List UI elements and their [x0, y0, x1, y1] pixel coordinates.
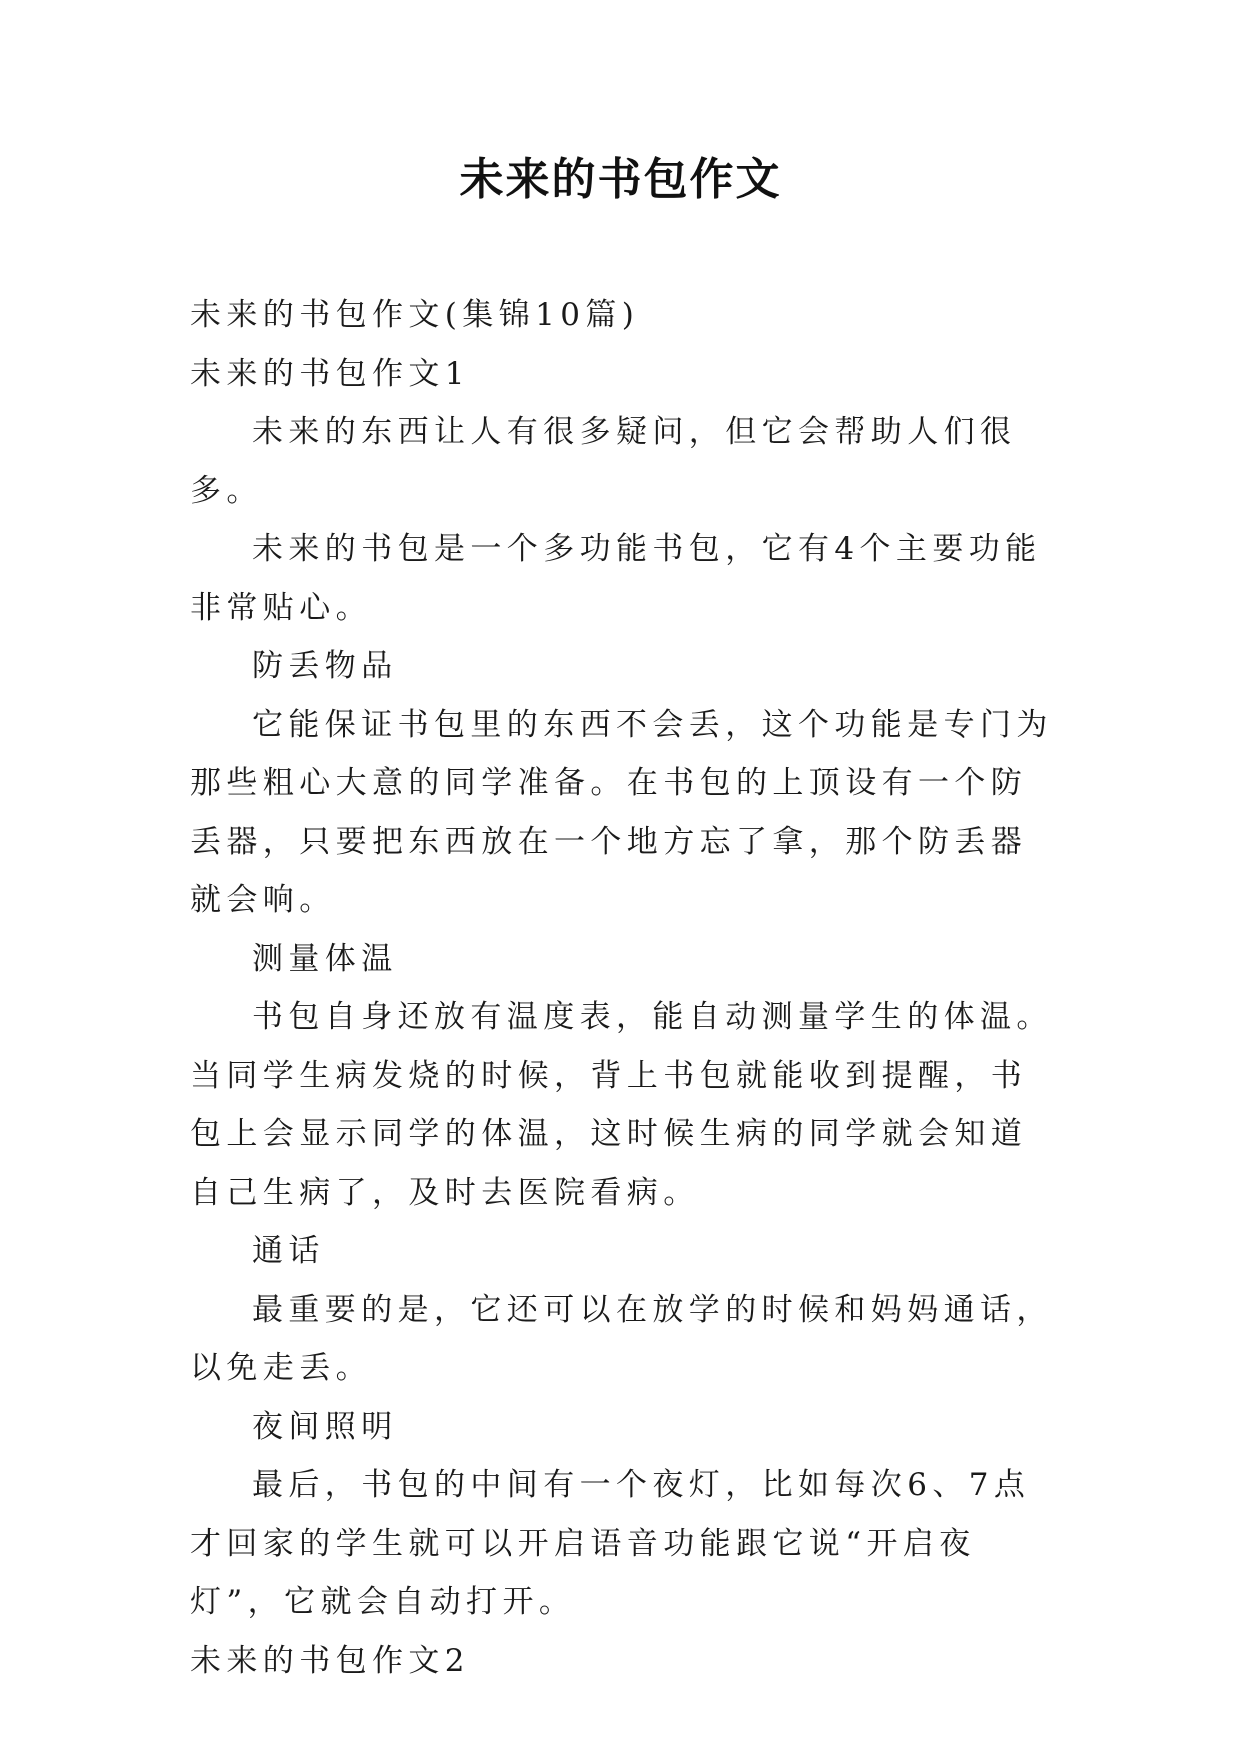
document-body: [190, 286, 1060, 1690]
paragraph-call: 最重要的是，它还可以在放学的时候和妈妈通话，以免走丢。: [190, 1291, 1053, 1386]
subheading-temperature: 测量体温: [252, 940, 398, 977]
subheading-call: 通话: [252, 1233, 325, 1269]
paragraph-intro: 未来的东西让人有很多疑问，但它会帮助人们很多。: [190, 414, 1017, 509]
essay-heading-1: 未来的书包作文1: [190, 355, 470, 392]
subheading-night-light: 夜间照明: [252, 1408, 398, 1445]
paragraph-overview: 未来的书包是一个多功能书包，它有4个主要功能非常贴心。: [190, 531, 1042, 626]
paragraph-anti-loss: 它能保证书包里的东西不会丢，这个功能是专门为那些粗心大意的同学准备。在书包的上顶设有一个防丢器，只要把东西放在一个地方忘了拿，那个防丢器就会响。: [190, 706, 1053, 918]
essay-heading-2: 未来的书包作文2: [190, 1642, 470, 1679]
collection-heading: 未来的书包作文(集锦10篇): [190, 297, 640, 333]
paragraph-temperature: 书包自身还放有温度表，能自动测量学生的体温。当同学生病发烧的时候，背上书包就能收到提醒，书包上会显示同学的体温，这时候生病的同学就会知道自己生病了，及时去医院看病。: [190, 999, 1053, 1211]
subheading-anti-loss: 防丢物品: [252, 648, 398, 684]
document-title: 未来的书包作文: [459, 154, 782, 205]
paragraph-night-light: 最后，书包的中间有一个夜灯，比如每次6、7点才回家的学生就可以开启语音功能跟它说“开启夜灯”，它就会自动打开。: [190, 1467, 1031, 1620]
